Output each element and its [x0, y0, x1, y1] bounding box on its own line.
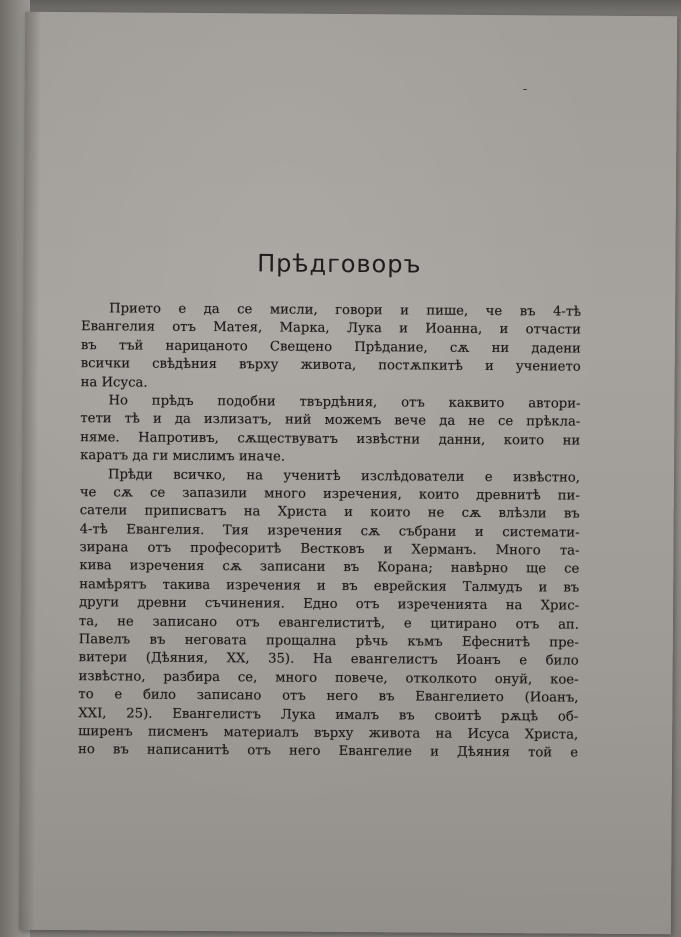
text-line: други древни съчинения. Едно отъ изреченията на Хрис- — [79, 595, 580, 614]
text-line: ширенъ писменъ материалъ върху живота на Исуса Христа, — [78, 724, 579, 743]
text-line: няме. Напротивъ, сѫществуватъ извѣстни данни, които ни — [80, 429, 581, 449]
book-page — [19, 12, 677, 935]
page-mark: - — [522, 81, 528, 98]
text-line: зирана отъ професоритѣ Вестковъ и Херманъ. Много та- — [79, 540, 580, 559]
text-line: XXI, 25). Евангелистъ Лука ималъ въ своитѣ рѫцѣ об- — [78, 705, 579, 725]
text-line: извѣстно, разбира се, много повече, отколкото онуй, кое- — [78, 668, 579, 688]
text-line: 4-тѣ Евангелия. Тия изречения сѫ събрани и системати- — [79, 521, 580, 541]
text-line: намѣрятъ такива изречения и въ еврейския Талмудъ и въ — [79, 576, 580, 596]
text-line: Прѣди всичко, на ученитѣ изслѣдователи е извѣстно, — [107, 466, 581, 486]
text-line: на Исуса. — [80, 374, 148, 391]
text-line: кива изречения сѫ записани въ Корана; навѣрно ще се — [79, 558, 580, 578]
text-line: сатели приписватъ на Христа и които не сѫ влѣзли въ — [79, 503, 580, 522]
text-line: Прието е да се мисли, говори и пише, че въ 4-тѣ — [109, 301, 582, 320]
text-line: но въ написанитѣ отъ него Евангелие и Дѣяния той е — [78, 742, 579, 761]
text-line: че сѫ се запазили много изречения, които древнитѣ пи- — [79, 485, 580, 504]
text-line: въ тъй нарицаното Свещено Прѣдание, сѫ ни дадени — [80, 337, 581, 357]
text-line: та, не записано отъ евангелиститѣ, е цитирано отъ ап. — [78, 613, 579, 633]
text-line: витери (Дѣяния, XX, 35). На евангелистъ Иоанъ е било — [78, 650, 579, 670]
body-text — [78, 300, 581, 763]
text-line: Но прѣдъ подобни твърдѣния, отъ каквито автори- — [108, 393, 581, 412]
text-line: то е било записано отъ него въ Евангелието (Иоанъ, — [78, 687, 579, 706]
text-line: Павелъ въ неговата прощална рѣчь къмъ Ефеснитѣ пре- — [78, 632, 579, 651]
text-line: Евангелия отъ Матея, Марка, Лука и Иоанна, и отчасти — [80, 319, 582, 339]
text-line: тети тѣ и да излизатъ, ний можемъ вече да не се прѣкла- — [80, 411, 581, 430]
text-line: всички свѣдѣния върху живота, постѫпкитѣ и учението — [80, 356, 581, 375]
text-line: каратъ да ги мислимъ иначе. — [80, 448, 286, 465]
page-title: Прѣдговоръ — [257, 249, 422, 279]
